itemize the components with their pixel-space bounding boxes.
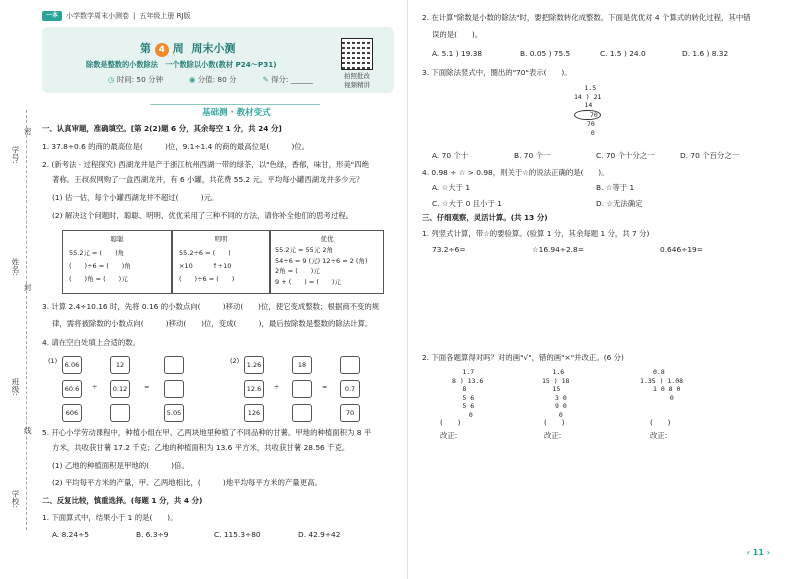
question-3-line2: 律，需将被除数的小数点向( )移动( )位，变成( )，最后按除数是整数的除法计算。 <box>52 319 373 328</box>
side-name: 姓名: <box>11 258 20 276</box>
right-question-4: 4. 0.98 ÷ ☆ > 0.98，则关于☆的说法正确的是( )。 <box>422 168 609 177</box>
ld1-line: 1.7 <box>452 368 475 376</box>
ld1-line: 0 <box>452 410 473 419</box>
prev-arrow-icon[interactable]: ‹ <box>746 548 750 557</box>
next-arrow-icon[interactable]: › <box>766 548 770 557</box>
grid2-cell: 0.7 <box>340 380 360 398</box>
grid1-cell: 0.12 <box>110 380 130 398</box>
ld1-line: 8 <box>452 385 467 393</box>
right-q4-option-d[interactable]: D. ☆无法确定 <box>596 199 643 208</box>
right-q4-option-a[interactable]: A. ☆大于 1 <box>432 183 471 192</box>
equals-sign: = <box>144 383 150 391</box>
right-q2-option-d[interactable]: D. 1.6 ) 8.32 <box>682 49 729 58</box>
ld2-line: 9 0 <box>542 402 567 410</box>
grid2-cell: 18 <box>292 356 312 374</box>
question-2-line1: 2. (新考法 · 过程探究) 西湖龙井是产于浙江杭州西湖一带的绿茶，以"色绿，香郁，味甘，形美"四绝 <box>42 160 369 169</box>
test-time: 时间: 50 分钟 <box>116 75 163 84</box>
test-score: 分值: 80 分 <box>197 75 237 84</box>
method-youyou-line1: 55.2元 = 55元 2角 <box>275 246 334 254</box>
method-congcong-line2: ( )÷6 = ( )角 <box>69 262 131 270</box>
ld1-line: 8 ) 13.6 <box>452 376 484 385</box>
divide-sign: ÷ <box>274 383 280 391</box>
side-cut: 密 <box>24 127 32 136</box>
ld2-line: 15 ) 18 <box>542 376 570 385</box>
ld3-line: 1.35 ) 1.08 <box>640 376 684 385</box>
grid2-cell: 126 <box>244 404 264 422</box>
question-5-part2: (2) 平均每平方米的产量，甲、乙两地相比，( )地平均每平方米的产量更高。 <box>52 478 322 487</box>
question-2-line2: 著称。王叔叔网购了一盒西湖龙井，有 6 小罐，共花费 55.2 元。平均每小罐西湖龙井多少元？ <box>52 175 364 184</box>
ld-line: 14 ) 21 <box>574 92 602 101</box>
week-number-badge: 4 <box>155 43 169 57</box>
question-5-part1: (1) 乙地的种植面积是甲地的( )倍。 <box>52 461 189 470</box>
method-title-youyou: 优优 <box>320 235 334 243</box>
score-icon: ◉ <box>188 75 196 84</box>
method-youyou-line3: 2角 = ( )元 <box>275 267 320 275</box>
week-title <box>140 40 235 57</box>
calc-item-2: ☆16.94÷2.8= <box>532 245 584 254</box>
right-question-2-line1: 2. 在计算"除数是小数的除法"时，要把除数转化成整数。下面是优优对 4 个算式的转化过程，其中错 <box>422 13 751 22</box>
question-6-option-b[interactable]: B. 6.3÷9 <box>136 530 169 539</box>
fix-label-2: 改正: <box>544 431 562 440</box>
question-6: 1. 下面算式中，结果小于 1 的是( )。 <box>42 513 178 522</box>
long-division-3 <box>640 368 683 402</box>
long-division-circled-70 <box>574 84 601 137</box>
grid1-cell: 60.6 <box>62 380 82 398</box>
question-2-part2: (2) 解决这个问题时，聪聪、明明、优优采用了三种不同的方法，请你补全他们的思考过程。 <box>52 211 354 220</box>
method-youyou-line4: 9 + ( ) = ( )元 <box>275 277 341 286</box>
method-box-mingming <box>172 230 270 294</box>
right-q2-option-a[interactable]: A. 5.1 ) 19.38 <box>432 49 483 58</box>
side-class: 班级: <box>11 378 20 396</box>
qr-code-icon[interactable] <box>341 38 373 70</box>
calc-item-3: 0.646÷19= <box>660 245 703 254</box>
test-got: 得分: ______ <box>271 75 313 84</box>
method-box-congcong <box>62 230 172 294</box>
page-number-value: 11 <box>752 548 764 557</box>
question-4: 4. 请在空白处填上合适的数。 <box>42 338 141 347</box>
fix-label-1: 改正: <box>440 431 458 440</box>
grid1-cell: 6.06 <box>62 356 82 374</box>
qr-caption-1: 拍照批改 <box>344 72 370 80</box>
method-congcong-line3: ( )角 = ( )元 <box>69 275 128 283</box>
long-division-2 <box>542 368 569 419</box>
right-q2-option-c[interactable]: C. 1.5 ) 24.0 <box>600 49 646 58</box>
method-title-congcong: 聪聪 <box>110 235 124 243</box>
ld3-line: 0 <box>640 393 674 402</box>
grid2-label: (2) <box>230 357 240 365</box>
ld-line: 0 <box>574 128 595 137</box>
grid1-cell: 5.05 <box>164 404 184 422</box>
right-question-5: 1. 列竖式计算，带☆的要验算。(验算 1 分，其余每题 1 分，共 7 分) <box>422 229 650 238</box>
grid1-blank[interactable] <box>110 404 130 422</box>
equals-sign: = <box>322 383 328 391</box>
question-1: 1. 37.8÷0.6 的商的最高位是( )位，9.1÷1.4 的商的最高位是( )位。 <box>42 142 310 151</box>
pencil-icon: ✎ <box>262 75 269 84</box>
ld2-line: 3 0 <box>542 393 567 402</box>
page-fold <box>407 0 408 579</box>
method-box-youyou <box>270 230 384 294</box>
ld-line: 1.5 <box>574 84 597 92</box>
right-q2-option-b[interactable]: B. 0.05 ) 75.5 <box>520 49 571 58</box>
section-2-heading: 二、反复比较，慎重选择。(每题 1 分，共 4 分) <box>42 496 203 505</box>
binding-line <box>26 110 27 530</box>
right-question-6: 2. 下面各题算得对吗？对的画"√"，错的画"×"并改正。(6 分) <box>422 353 624 362</box>
ld3-line: 1 0 8 0 <box>640 385 681 393</box>
question-6-option-d[interactable]: D. 42.9÷42 <box>298 530 341 539</box>
side-student-id: 学号: <box>11 146 20 164</box>
grid1-blank[interactable] <box>164 380 184 398</box>
right-q3-option-a[interactable]: A. 70 个十 <box>432 151 469 160</box>
section-3-heading: 三、仔细观察，灵活计算。(共 13 分) <box>422 213 548 222</box>
grid1-blank[interactable] <box>164 356 184 374</box>
grid1-cell: 12 <box>110 356 130 374</box>
right-q4-option-b[interactable]: B. ☆等于 1 <box>596 183 635 192</box>
week-prefix: 第 <box>140 42 151 55</box>
test-meta <box>108 75 313 85</box>
grid2-blank[interactable] <box>340 356 360 374</box>
brand-divider: | <box>133 12 136 20</box>
test-title: 周末小测 <box>191 42 236 55</box>
long-division-1 <box>452 368 483 419</box>
test-topic: 除数是整数的小数除法 一个数除以小数(教材 P24～P31) <box>86 60 277 69</box>
side-seal: 封 <box>24 283 32 292</box>
question-6-option-a[interactable]: A. 8.24÷5 <box>52 530 89 539</box>
grid2-cell: 12.6 <box>244 380 264 398</box>
ld2-line: 15 <box>542 385 561 393</box>
ld3-line: 0.8 <box>640 368 665 376</box>
week-suffix: 周 <box>172 42 184 55</box>
brand-logo: 一本 <box>42 11 62 21</box>
right-q4-option-c[interactable]: C. ☆大于 0 且小于 1 <box>432 199 502 208</box>
method-congcong-line1: 55.2元 = ( )角 <box>69 249 125 257</box>
calc-item-1: 73.2÷6= <box>432 245 466 254</box>
grid1-cell: 606 <box>62 404 82 422</box>
question-2-part1: (1) 估一估，每个小罐西湖龙井不超过( )元。 <box>52 193 219 202</box>
right-q3-option-b[interactable]: B. 70 个一 <box>514 151 551 160</box>
brand-grade: 五年级上册 RJ版 <box>139 12 191 20</box>
section-title: 基础测 · 教材变式 <box>196 106 277 118</box>
ld1-line: 5 6 <box>452 402 475 410</box>
judge-bracket-3[interactable]: ( ) <box>650 418 671 427</box>
fix-label-3: 改正: <box>650 431 668 440</box>
question-5-line2: 方米，共收获甘薯 17.2 千克；乙地的种植面积为 13.6 平方米，共收获甘薯 28.56 千克。 <box>52 443 350 452</box>
brand-header <box>42 10 191 22</box>
brand-title: 小学数学周末小测卷 <box>66 12 129 20</box>
divide-sign: ÷ <box>92 383 98 391</box>
right-question-2-line2: 误的是( )。 <box>432 30 483 39</box>
method-title-mingming: 明明 <box>214 235 228 243</box>
grid2-cell: 1.26 <box>244 356 264 374</box>
page-number <box>747 548 770 557</box>
ld-line: 14 <box>574 101 593 109</box>
method-mingming-line1: 55.2÷6 = ( ) <box>179 249 231 257</box>
ld-line: 70 <box>574 120 595 128</box>
section-1-heading: 一、认真审题，准确填空。[第 2(2)题 6 分，其余每空 1 分，共 24 分] <box>42 124 282 133</box>
question-3-line1: 3. 计算 2.4÷10.16 时，先将 0.16 的小数点向( )移动( )位，使它变成整数；根据商不变的规 <box>42 302 380 311</box>
grid2-cell: 70 <box>340 404 360 422</box>
grid1-label: (1) <box>48 357 58 365</box>
ld1-line: 5 6 <box>452 393 475 402</box>
clock-icon: ◷ <box>108 75 115 84</box>
method-mingming-line3: ( )÷6 = ( ) <box>179 275 235 283</box>
ld2-line: 0 <box>542 410 563 419</box>
right-question-3: 3. 下面除法竖式中，圈出的"70"表示( )。 <box>422 68 572 77</box>
judge-bracket-2[interactable]: ( ) <box>544 418 565 427</box>
ld2-line: 1.6 <box>542 368 565 376</box>
grid2-blank[interactable] <box>292 404 312 422</box>
question-5-line1: 5. 开心小学劳动课程中，种植小组在甲、乙两块地里种植了不同品种的甘薯。甲地的种植面积为 8 平 <box>42 428 372 437</box>
qr-caption <box>340 71 374 89</box>
ld-line-circled: 70 <box>574 110 601 121</box>
right-q3-option-d[interactable]: D. 70 个百分之一 <box>680 151 740 160</box>
method-mingming-line2: ×10 ↑÷10 <box>179 262 232 270</box>
side-school: 学校: <box>11 490 20 508</box>
side-line: 线 <box>24 426 32 435</box>
right-q3-option-c[interactable]: C. 70 个十分之一 <box>596 151 655 160</box>
grid2-blank[interactable] <box>292 380 312 398</box>
question-6-option-c[interactable]: C. 115.3÷80 <box>214 530 261 539</box>
method-youyou-line2: 54÷6 = 9 (元) 12÷6 = 2 (角) <box>275 256 368 265</box>
qr-caption-2: 视频精讲 <box>344 81 370 89</box>
judge-bracket-1[interactable]: ( ) <box>440 418 461 427</box>
